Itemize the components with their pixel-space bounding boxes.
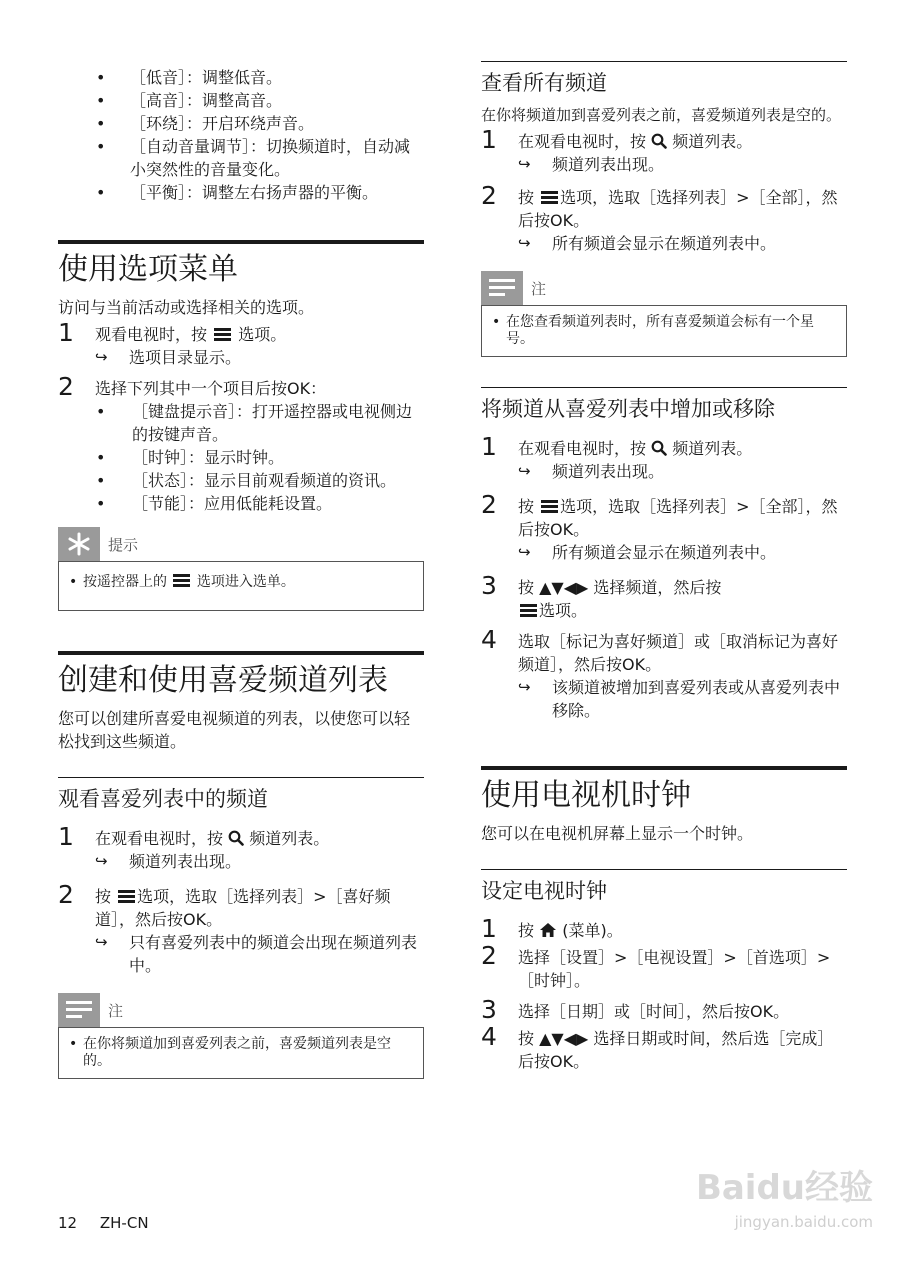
tip-header: 提示: [58, 527, 424, 561]
options-sub-bullets: [58, 400, 424, 515]
options-menu-icon: [520, 604, 537, 617]
result-arrow-icon: ↪: [518, 543, 531, 561]
right-column: [481, 0, 847, 1073]
list-item: • ［时钟］：显示时钟。: [96, 448, 285, 467]
step-2: 2 按 选项，选取［选择列表］>［全部］，然后按OK。: [481, 181, 838, 230]
step-1: 1 按 (菜单)。: [481, 914, 623, 943]
section-intro: 访问与当前活动或选择相关的选项。: [58, 298, 315, 317]
options-menu-icon: [173, 574, 190, 587]
page-footer: [58, 1214, 149, 1232]
section-intro: 您可以在电视机屏幕上显示一个时钟。: [481, 824, 754, 843]
note-box: • 在你将频道加到喜爱列表之前，喜爱频道列表是空的。: [58, 1027, 424, 1079]
step-2: 2 按 选项，选取［选择列表］>［全部］，然后按OK。: [481, 490, 838, 539]
result-arrow-icon: ↪: [518, 462, 531, 480]
subsection-title: 设定电视时钟: [481, 869, 847, 905]
step-result: ↪ 选项目录显示。: [95, 348, 242, 367]
step-3: 3 按 ▲▼◀▶ 选择频道，然后按 选项。: [481, 571, 722, 620]
options-menu-icon: [214, 328, 231, 341]
result-arrow-icon: ↪: [518, 155, 531, 173]
note-header: 注: [58, 993, 424, 1027]
step-2: 2 按 选项，选取［选择列表］>［喜好频道］，然后按OK。: [58, 880, 391, 929]
options-menu-icon: [541, 500, 558, 513]
step-result: ↪ 只有喜爱列表中的频道会出现在频道列表中。: [95, 933, 418, 975]
step-3: 3 选择［日期］或［时间］，然后按OK。: [481, 995, 790, 1024]
list-item: • ［低音］：调整低音。: [96, 68, 283, 87]
list-item: • ［高音］：调整高音。: [96, 91, 283, 110]
page-number: 12: [58, 1214, 78, 1232]
step-result: ↪ 所有频道会显示在频道列表中。: [518, 543, 777, 562]
language-code: ZH-CN: [99, 1214, 149, 1232]
note-box: • 在您查看频道列表时，所有喜爱频道会标有一个星号。: [481, 305, 847, 357]
list-item: • ［键盘提示音］：打开遥控器或电视侧边的按键声音。: [96, 402, 413, 444]
section-title-clock: 使用电视机时钟: [481, 766, 847, 814]
result-arrow-icon: ↪: [518, 678, 531, 696]
left-column: [58, 0, 424, 1079]
watermark-logo: Baidu经验: [695, 1168, 873, 1208]
result-arrow-icon: ↪: [518, 234, 531, 252]
step-4: 4 选取［标记为喜好频道］或［取消标记为喜好频道］，然后按OK。: [481, 625, 839, 674]
step-2: 2 选择［设置］>［电视设置］>［首选项］>［时钟］。: [481, 941, 831, 990]
tip-box: • 按遥控器上的 选项进入选单。: [58, 561, 424, 611]
list-item: • ［平衡］：调整左右扬声器的平衡。: [96, 183, 379, 202]
list-item: • ［自动音量调节］：切换频道时，自动减小突然性的音量变化。: [96, 137, 411, 179]
search-icon: [228, 830, 244, 846]
section-title-options-menu: 使用选项菜单: [58, 240, 424, 288]
step-2: 2 选择下列其中一个项目后按OK：: [58, 372, 327, 401]
step-result: ↪ 该频道被增加到喜爱列表或从喜爱列表中移除。: [518, 678, 841, 720]
step-result: ↪ 频道列表出现。: [95, 852, 242, 871]
note-lines-icon: [481, 271, 523, 305]
step-1: 1 观看电视时，按 选项。: [58, 318, 287, 347]
note-lines-icon: [58, 993, 100, 1027]
list-item: • ［状态］：显示目前观看频道的资讯。: [96, 471, 397, 490]
subsection-title: 查看所有频道: [481, 61, 847, 97]
step-1: 1 在观看电视时，按 频道列表。: [58, 822, 330, 851]
section-intro: 您可以创建所喜爱电视频道的列表，以使您可以轻松找到这些频道。: [58, 709, 411, 751]
search-icon: [651, 133, 667, 149]
result-arrow-icon: ↪: [95, 933, 108, 951]
list-item: • ［节能］：应用低能耗设置。: [96, 494, 333, 513]
section-intro: 在你将频道加到喜爱列表之前，喜爱频道列表是空的。: [481, 106, 842, 124]
result-arrow-icon: ↪: [95, 852, 108, 870]
subsection-title: 观看喜爱列表中的频道: [58, 777, 424, 813]
step-result: ↪ 所有频道会显示在频道列表中。: [518, 234, 777, 253]
subsection-title: 将频道从喜爱列表中增加或移除: [481, 387, 847, 423]
step-1: 1 在观看电视时，按 频道列表。: [481, 432, 753, 461]
step-1: 1 在观看电视时，按 频道列表。: [481, 125, 753, 154]
options-menu-icon: [541, 191, 558, 204]
step-result: ↪ 频道列表出现。: [518, 462, 665, 481]
step-result: ↪ 频道列表出现。: [518, 155, 665, 174]
audio-bullet-list: [58, 66, 424, 204]
result-arrow-icon: ↪: [95, 348, 108, 366]
watermark-url: jingyan.baidu.com: [734, 1213, 873, 1231]
options-menu-icon: [118, 890, 135, 903]
home-icon: [539, 922, 557, 938]
search-icon: [651, 440, 667, 456]
step-4: 4 按 ▲▼◀▶ 选择日期或时间，然后选［完成］后按OK。: [481, 1022, 834, 1071]
list-item: • ［环绕］：开启环绕声音。: [96, 114, 315, 133]
tip-asterisk-icon: [58, 527, 100, 561]
note-header: 注: [481, 271, 847, 305]
section-title-fav-list: 创建和使用喜爱频道列表: [58, 651, 424, 699]
